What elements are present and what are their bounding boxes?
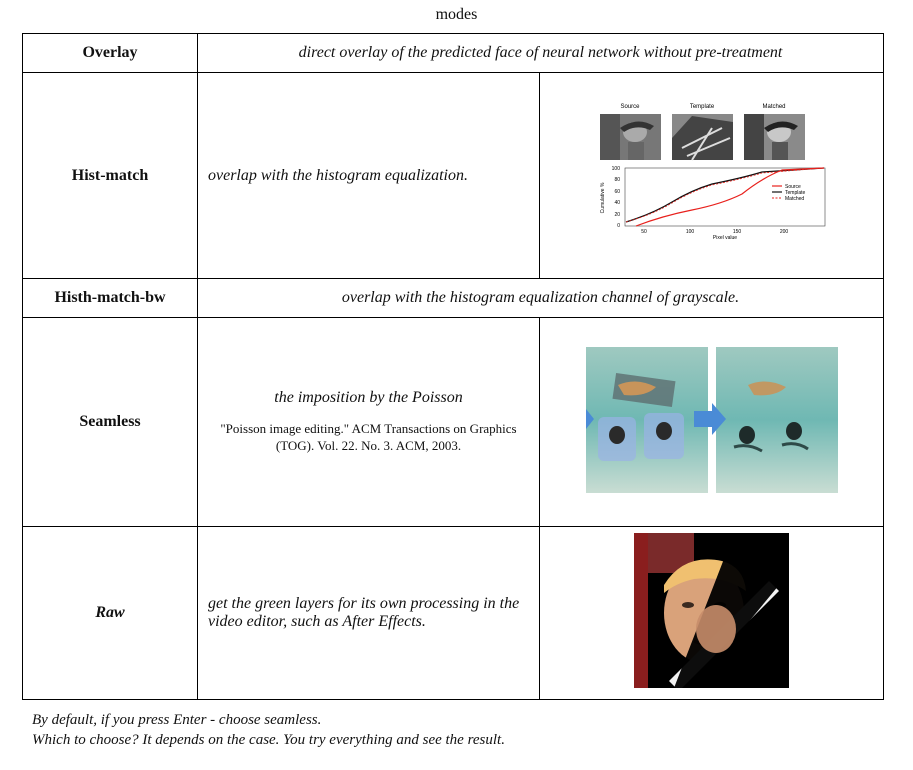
legend-label: Source: [784, 184, 801, 190]
x-tick: 100: [685, 229, 694, 235]
hist-match-illustration: [592, 98, 832, 248]
y-tick: 20: [613, 212, 620, 218]
page-title: modes: [435, 6, 478, 23]
y-axis-label: Cumulative %: [599, 182, 606, 214]
mode-description: direct overlay of the predicted face of neural network without pre-treatment: [198, 34, 884, 73]
mode-name: Histh-match-bw: [23, 279, 198, 318]
matched-photo: [744, 114, 805, 160]
y-tick: 60: [613, 189, 620, 195]
mode-name: Overlay: [23, 34, 198, 73]
raw-face-illustration: [634, 533, 789, 688]
mode-name: Hist-match: [23, 73, 198, 279]
y-tick: 40: [613, 200, 620, 206]
table-row: [23, 318, 884, 527]
mode-description: overlap with the histogram equalization.: [198, 73, 540, 279]
table-row: [23, 527, 884, 700]
table-row: [23, 34, 884, 73]
x-tick: 150: [732, 229, 741, 235]
table-row: [23, 73, 884, 279]
modes-table: [22, 33, 884, 700]
y-tick: 100: [611, 166, 620, 172]
mode-name: Raw: [23, 527, 198, 700]
mode-description: get the green layers for its own processing in the video editor, such as After Effects.: [198, 527, 540, 700]
template-photo: [672, 114, 733, 160]
table-row: [23, 279, 884, 318]
x-axis-label: Pixel value: [712, 235, 737, 241]
mode-description: overlap with the histogram equalization channel of grayscale.: [198, 279, 884, 318]
footer-note: [32, 710, 505, 750]
source-photo: [600, 114, 661, 160]
hist-match-figure: [540, 73, 884, 279]
result-pool-image: [716, 347, 838, 493]
panel-title: Matched: [761, 104, 786, 110]
mode-description-cell: [198, 318, 540, 527]
seamless-illustration: [586, 347, 838, 493]
x-tick: 50: [640, 229, 647, 235]
seamless-figure: [540, 318, 884, 527]
y-tick: 80: [613, 177, 620, 183]
mode-name: Seamless: [23, 318, 198, 527]
legend-label: Template: [784, 190, 805, 196]
panel-title: Template: [689, 104, 714, 110]
legend-label: Matched: [784, 196, 804, 202]
raw-figure: [540, 527, 884, 700]
footer-line: By default, if you press Enter - choose seamless.: [32, 712, 322, 728]
citation: "Poisson image editing." ACM Transactions on Graphics (TOG). Vol. 22. No. 3. ACM, 2003.: [220, 421, 517, 453]
y-tick: 0: [616, 223, 620, 229]
footer-line: Which to choose? It depends on the case. You try everything and see the result.: [32, 732, 505, 748]
panel-title: Source: [619, 104, 640, 110]
x-tick: 200: [779, 229, 788, 235]
mode-description: the imposition by the Poisson: [274, 389, 463, 407]
